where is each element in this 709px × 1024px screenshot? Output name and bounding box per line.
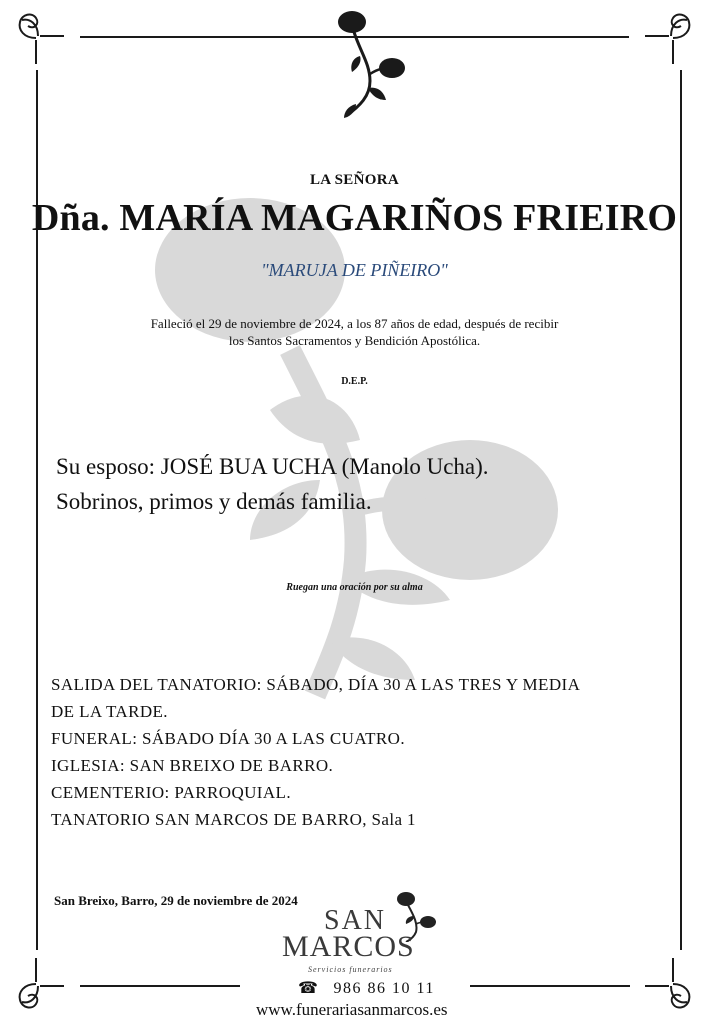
nickname: "MARUJA DE PIÑEIRO": [261, 260, 448, 280]
phone-icon: ☎: [298, 980, 320, 997]
info-line-3: FUNERAL: SÁBADO DÍA 30 A LAS CUATRO.: [51, 729, 405, 748]
family-line-2: Sobrinos, primos y demás familia.: [56, 489, 372, 514]
flower-watermark-icon: [140, 180, 580, 700]
corner-ornament-top-right-icon: [643, 6, 703, 66]
deceased-name: Dña. MARÍA MAGARIÑOS FRIEIRO: [31, 197, 678, 239]
frame-bottom-left-line: [80, 985, 240, 987]
logo-marcos: MARCOS: [282, 930, 415, 963]
corner-ornament-bottom-right-icon: [643, 956, 703, 1016]
flower-icon: [330, 6, 410, 121]
info-line-6: TANATORIO SAN MARCOS DE BARRO, Sala 1: [51, 810, 416, 829]
logo-subtitle: Servicios funerarios: [308, 965, 393, 974]
info-line-2: DE LA TARDE.: [51, 702, 168, 721]
family-line-1: Su esposo: JOSÉ BUA UCHA (Manolo Ucha).: [56, 454, 489, 479]
prayer-line: Ruegan una oración por su alma: [286, 582, 423, 593]
death-line-1: Falleció el 29 de noviembre de 2024, a los 87 años de edad, después de recibir: [150, 316, 559, 331]
info-line-5: CEMENTERIO: PARROQUIAL.: [51, 783, 291, 802]
dep-label: D.E.P.: [341, 376, 368, 387]
info-line-4: IGLESIA: SAN BREIXO DE BARRO.: [51, 756, 334, 775]
phone-line: [298, 978, 435, 998]
website-link[interactable]: www.funerariasanmarcos.es: [256, 1000, 448, 1019]
logo-san: SAN: [324, 905, 387, 936]
corner-ornament-top-left-icon: [6, 6, 66, 66]
title-label: LA SEÑORA: [310, 172, 399, 188]
corner-ornament-bottom-left-icon: [6, 956, 66, 1016]
place-date: San Breixo, Barro, 29 de noviembre de 2024: [54, 893, 298, 908]
phone-number: 986 86 10 11: [333, 980, 435, 997]
info-line-1: SALIDA DEL TANATORIO: SÁBADO, DÍA 30 A LAS TRES Y MEDIA: [51, 675, 581, 694]
death-line-2: los Santos Sacramentos y Bendición Apostólica.: [228, 333, 481, 348]
frame-bottom-right-line: [470, 985, 630, 987]
